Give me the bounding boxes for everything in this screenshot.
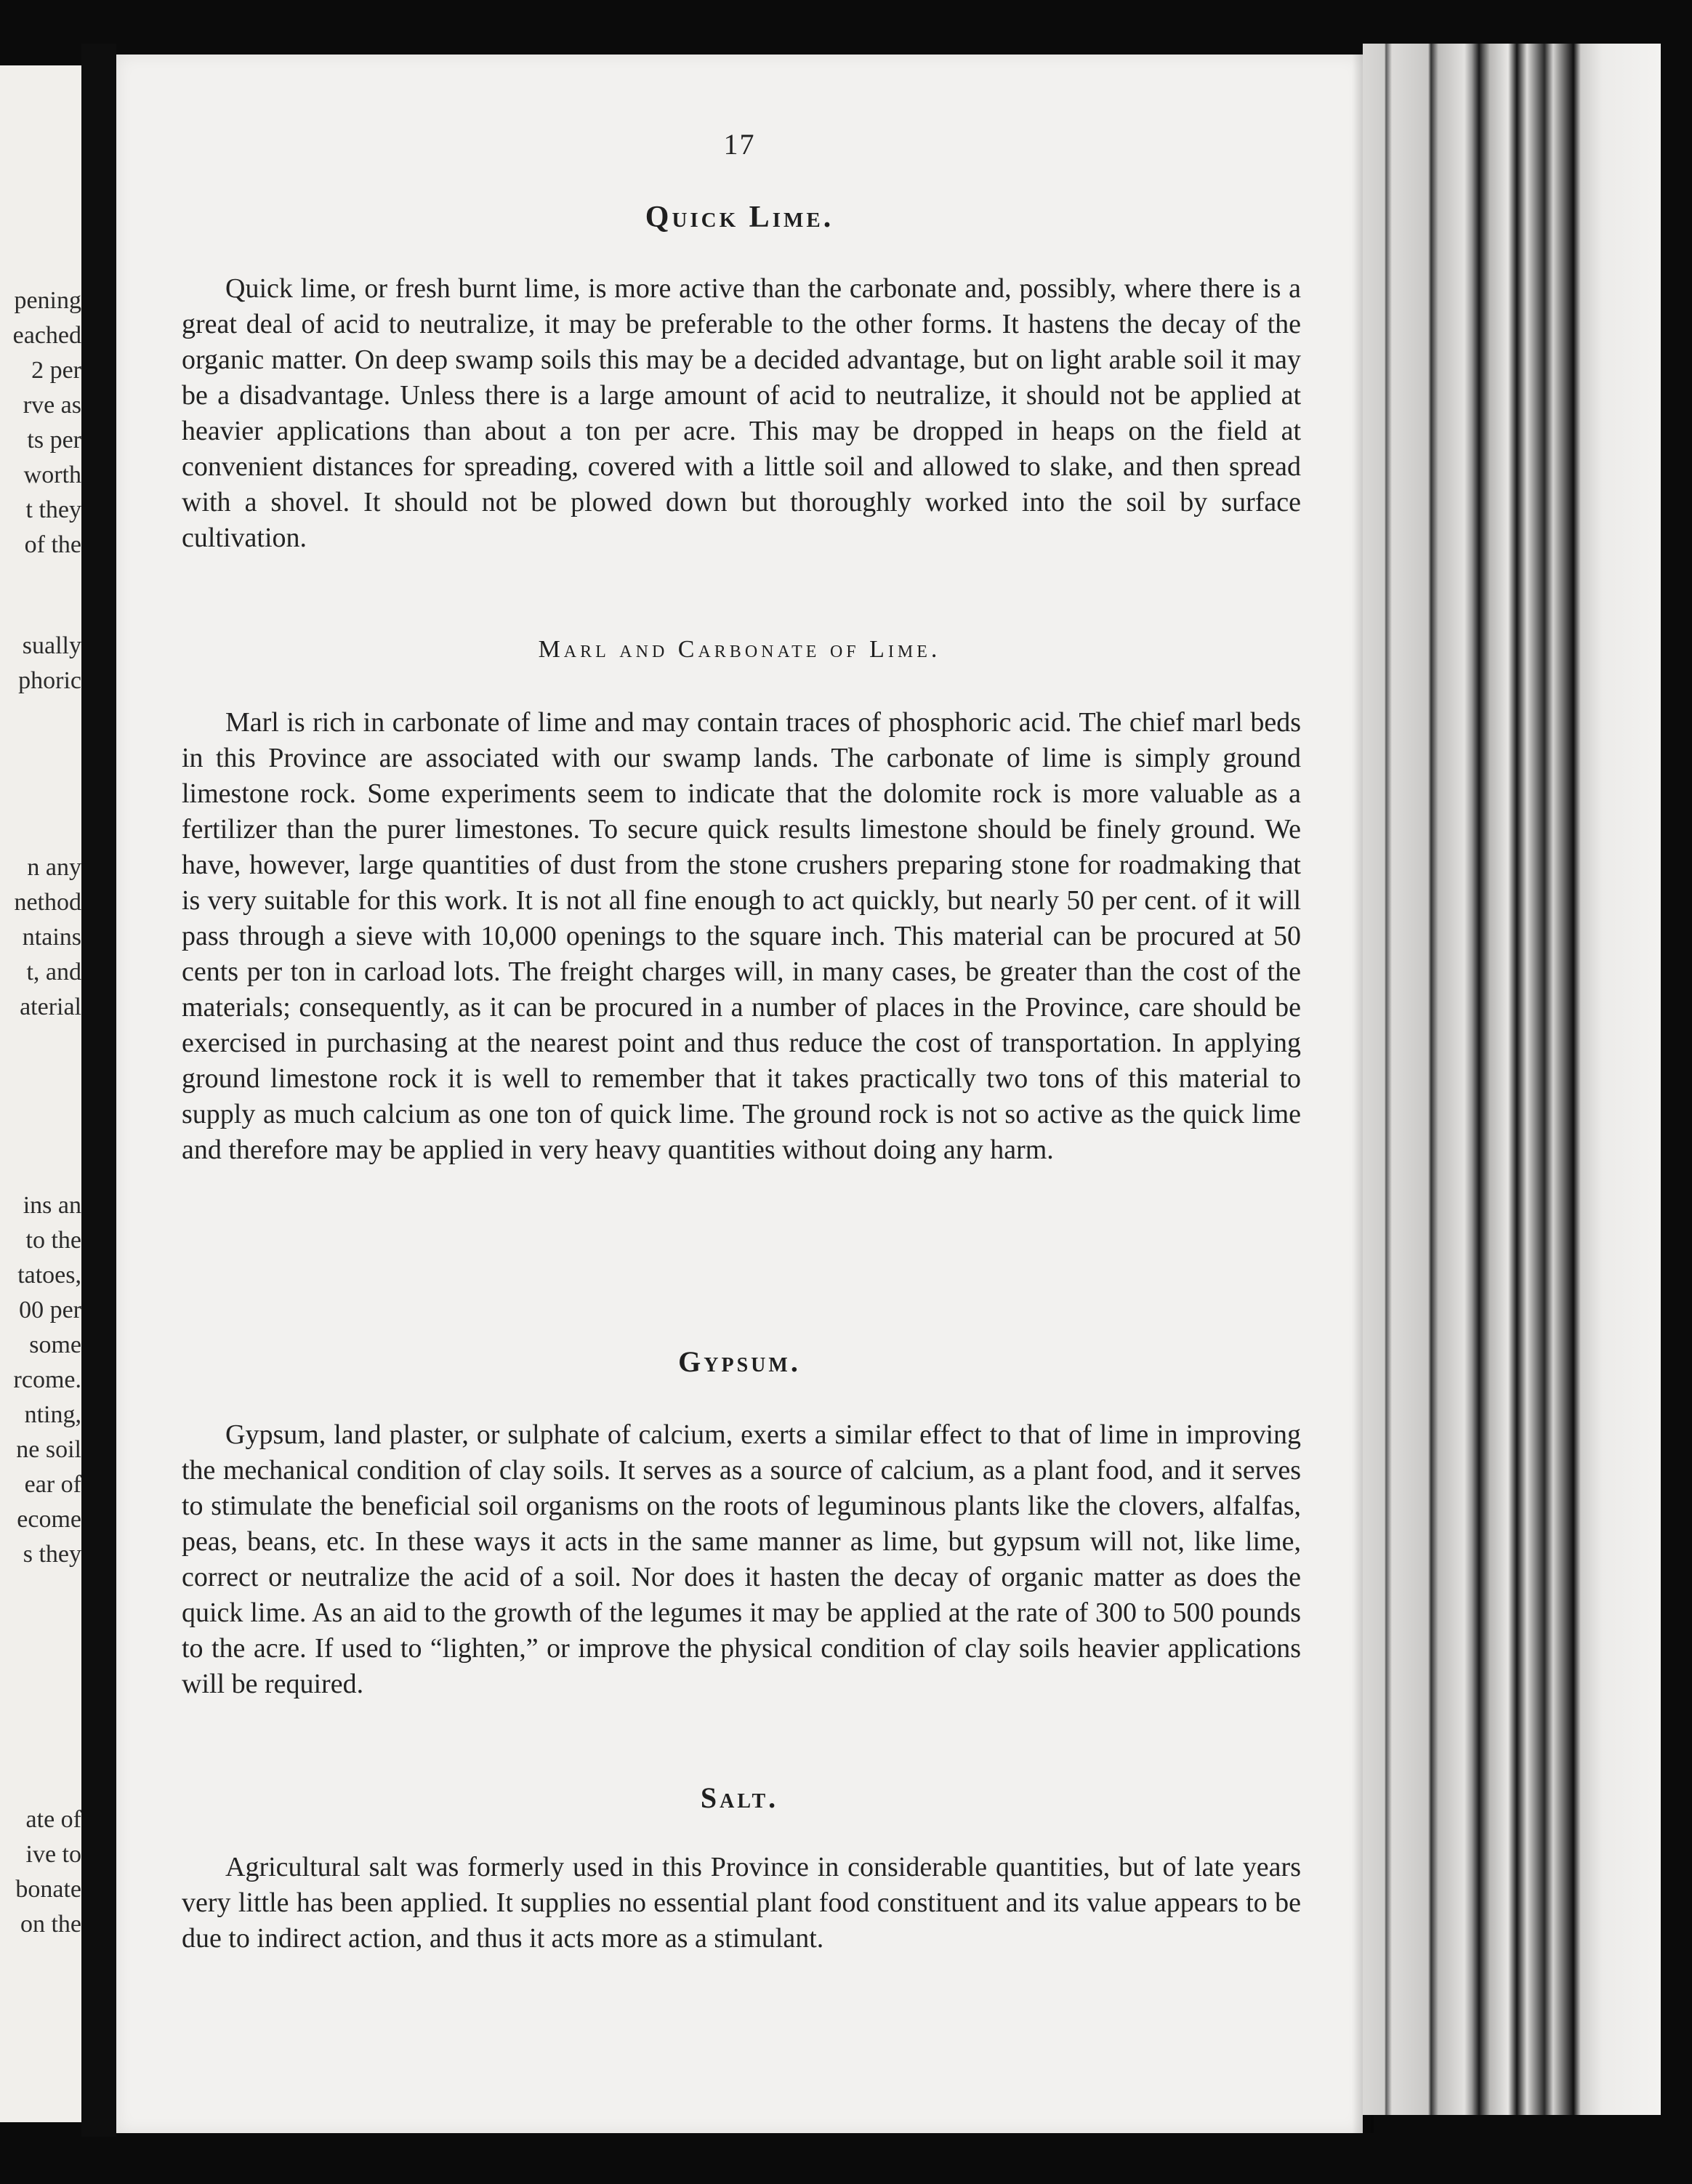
left-fragment: ts per — [27, 427, 81, 454]
left-fragment: ate of — [25, 1806, 81, 1833]
left-fragment: ins an — [23, 1192, 81, 1219]
page-number: 17 — [723, 128, 756, 161]
left-fragment: phoric — [18, 667, 81, 694]
previous-page-edge — [0, 65, 81, 2122]
left-fragment: ive to — [25, 1841, 81, 1868]
left-fragment: nethod — [14, 889, 81, 916]
left-fragment: ntains — [22, 924, 81, 951]
book-gutter — [81, 44, 116, 2137]
left-fragment: ear of — [24, 1471, 81, 1498]
section-paragraph-gypsum: Gypsum, land plaster, or sulphate of calcium, exerts a similar effect to that of lime in improving the mechanical condition of clay soils. It serves as a source of calcium, as a plant food, and it serves to stimulate the beneficial soil organisms on the roots of leguminous plants like the clovers, alfalfas, peas, beans, etc. In these ways it acts in the same manner as lime, but gypsum will not, like lime, correct or neutralize the acid of a soil. Nor does it hasten the decay of organic matter as does the quick lime. As an aid to the growth of the legumes it may be applied at the rate of 300 to 500 pounds to the acre. If used to “lighten,” or improve the physical condition of clay soils heavier applications will be required. — [182, 1419, 1301, 1699]
left-fragment: t they — [25, 496, 81, 523]
left-fragment: bonate — [15, 1876, 81, 1903]
section-heading-quick-lime: Quick Lime. — [645, 201, 834, 234]
left-fragment: 00 per — [19, 1297, 81, 1323]
left-fragment: s they — [23, 1541, 81, 1568]
left-fragment: nting, — [24, 1401, 81, 1428]
left-fragment: to the — [25, 1227, 81, 1254]
left-fragment: worth — [23, 462, 81, 488]
section-paragraph-quick-lime: Quick lime, or fresh burnt lime, is more active than the carbonate and, possibly, where there is a great deal of acid to neutralize, it may be preferable to the other forms. It hastens the decay of the organic matter. On deep swamp soils this may be a decided advantage, but on light arable soil it may be a disadvantage. Unless there is a large amount of acid to neutralize, it should not be applied at heavier applications than about a ton per acre. This may be dropped in heaps on the field at convenient distances for spreading, covered with a little soil and allowed to slake, and then spread with a shovel. It should not be plowed down but thoroughly worked into the soil by surface cultivation. — [182, 273, 1301, 553]
left-fragment: rve as — [23, 392, 81, 419]
left-fragment: some — [29, 1331, 81, 1358]
section-heading-marl: Marl and Carbonate of Lime. — [538, 636, 941, 663]
left-fragment: n any — [27, 854, 81, 881]
book-fore-edge — [1363, 44, 1661, 2115]
left-fragment: ne soil — [16, 1436, 81, 1463]
section-paragraph-salt: Agricultural salt was formerly used in this Province in considerable quantities, but of late years very little has been applied. It supplies no essential plant food constituent and its value appears to be due to indirect action, and thus it acts more as a stimulant. — [182, 1852, 1301, 1954]
left-fragment: sually — [22, 632, 81, 659]
section-heading-salt: Salt. — [700, 1781, 779, 1814]
left-fragment: on the — [20, 1911, 81, 1938]
left-fragment: tatoes, — [17, 1262, 81, 1289]
book-page — [116, 55, 1363, 2133]
section-heading-gypsum: Gypsum. — [678, 1345, 801, 1378]
left-fragment: t, and — [26, 959, 81, 986]
left-fragment: of the — [24, 531, 81, 558]
left-fragment: rcome. — [13, 1366, 81, 1393]
left-fragment: 2 per — [31, 357, 81, 384]
left-fragment: aterial — [20, 994, 81, 1020]
left-fragment: ecome — [17, 1506, 81, 1533]
left-fragment: pening — [14, 287, 81, 314]
left-fragment: eached — [12, 322, 81, 349]
section-paragraph-marl: Marl is rich in carbonate of lime and may contain traces of phosphoric acid. The chief marl beds in this Province are associated with our swamp lands. The carbonate of lime is simply ground limestone rock. Some experiments seem to indicate that the dolomite rock is more valuable as a fertilizer than the purer limestones. To secure quick results limestone should be finely ground. We have, however, large quantities of dust from the stone crushers preparing stone for roadmaking that is very suitable for this work. It is not all fine enough to act quickly, but nearly 50 per cent. of it will pass through a sieve with 10,000 openings to the square inch. This material can be procured at 50 cents per ton in carload lots. The freight charges will, in many cases, be greater than the cost of the materials; consequently, as it can be procured in a number of places in the Province, care should be exercised in purchasing at the nearest point and thus reduce the cost of transportation. In applying ground limestone rock it is well to remember that it takes practically two tons of this material to supply as much calcium as one ton of quick lime. The ground rock is not so active as the quick lime and therefore may be applied in very heavy quantities without doing any harm. — [182, 707, 1301, 1165]
